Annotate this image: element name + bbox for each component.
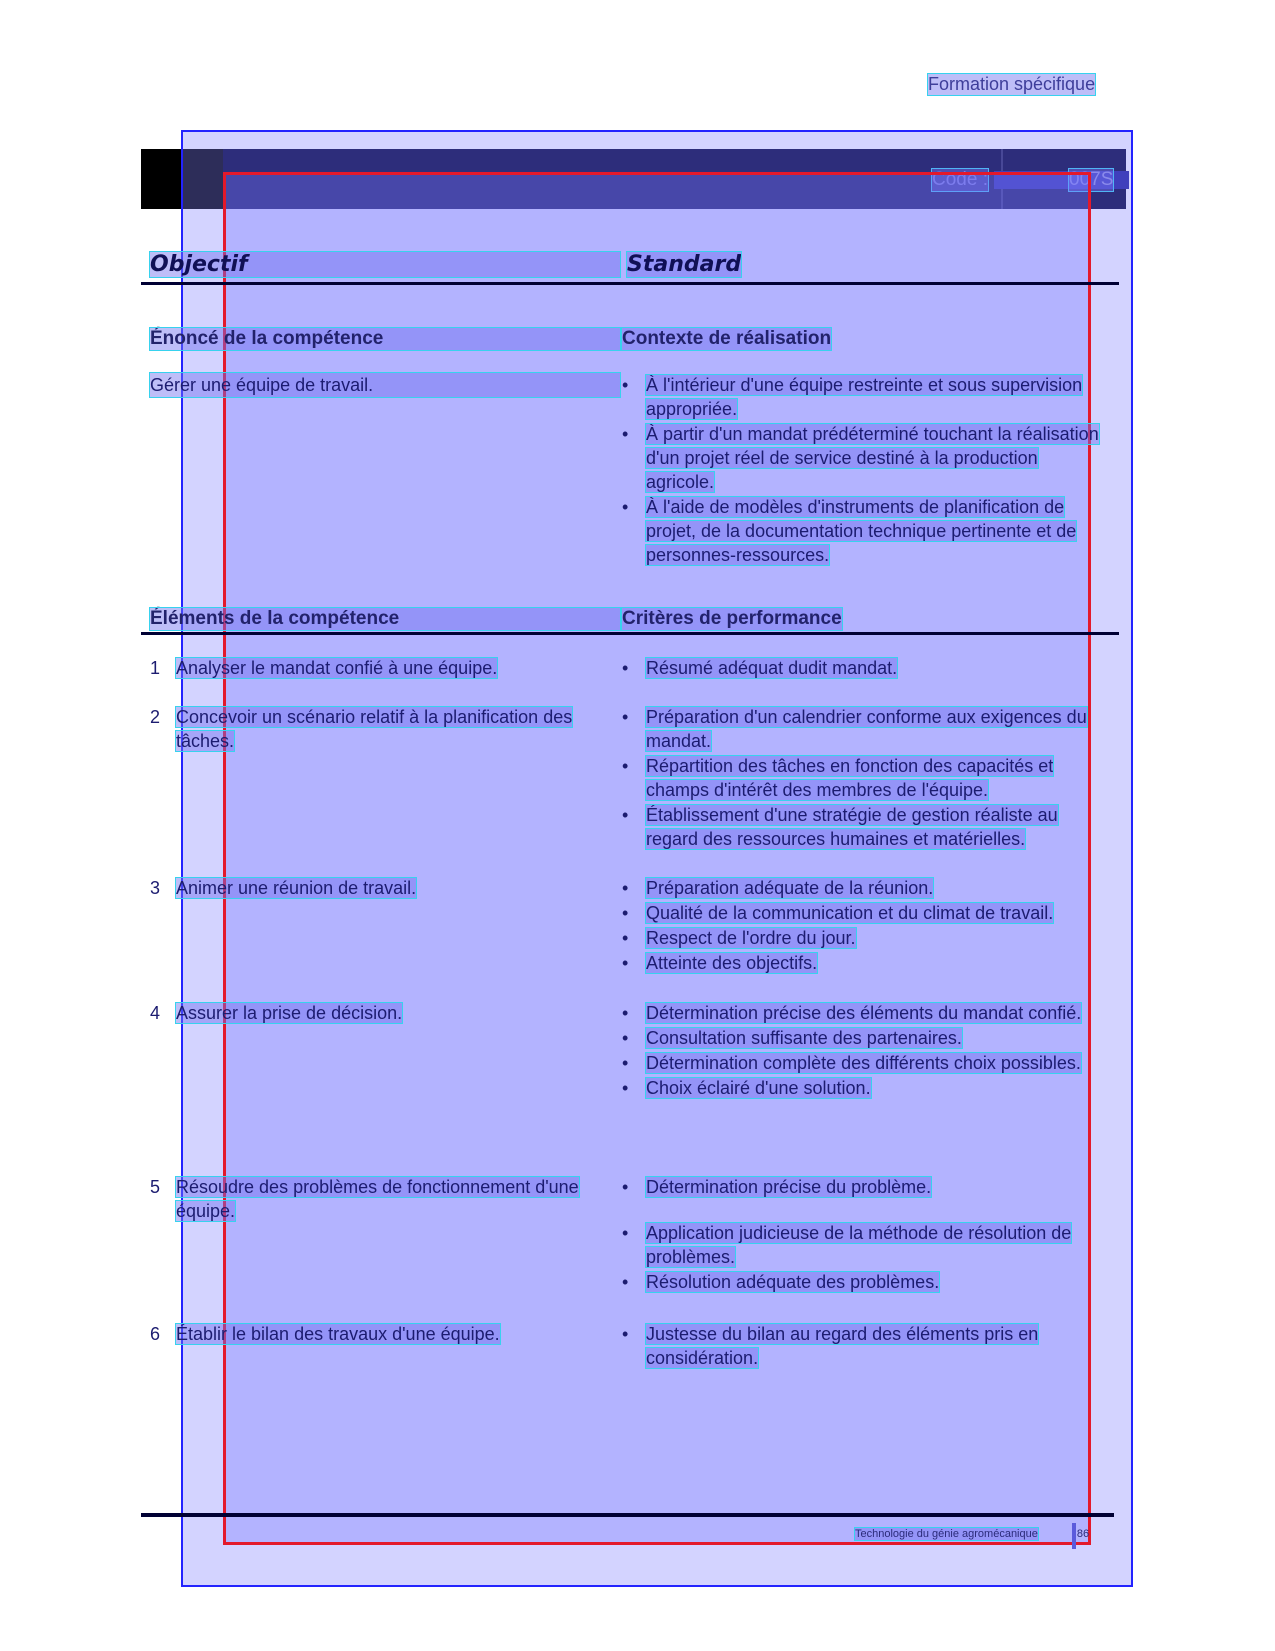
element-text: Résoudre des problèmes de fonctionnement d'une équipe. [176, 1177, 579, 1221]
criteria-item: • Choix éclairé d'une solution. [622, 1078, 871, 1098]
title-standard: Standard [627, 252, 742, 277]
contexte-item: • À l'intérieur d'une équipe restreinte et sous supervision appropriée. [622, 375, 1083, 419]
criteria-item: • Qualité de la communication et du climat de travail. [622, 903, 1054, 923]
criteria-item: • Préparation d'un calendrier conforme aux exigences du mandat. [622, 707, 1087, 751]
bullet-icon: • [622, 375, 629, 395]
criteria-item: • Répartition des tâches en fonction des capacités et champs d'intérêt des membres de l'équipe. [622, 756, 1054, 800]
criteria-list-6 [622, 1322, 1102, 1371]
bullet-icon: • [622, 497, 629, 517]
element-text: Assurer la prise de décision. [176, 1003, 403, 1023]
criteria-heading: Critères de performance [622, 608, 842, 629]
element-number: 1 [150, 658, 161, 678]
bullet-icon: • [622, 658, 629, 678]
bullet-icon: • [622, 1223, 629, 1243]
element-text: Animer une réunion de travail. [176, 878, 417, 898]
bullet-icon: • [622, 424, 629, 444]
criteria-list-3 [622, 876, 1102, 976]
criteria-list-1 [622, 656, 1102, 681]
header-label: Formation spécifique [928, 74, 1096, 94]
page-number: 86 [1076, 1528, 1090, 1540]
criteria-list-5 [622, 1175, 1102, 1295]
element-item-6 [150, 1322, 620, 1346]
bullet-icon: • [622, 805, 629, 825]
bullet-icon: • [622, 1272, 629, 1292]
criteria-list-4 [622, 1001, 1092, 1101]
criteria-item: • Détermination précise des éléments du mandat confié. [622, 1003, 1082, 1023]
page-marker [1072, 1523, 1076, 1549]
element-item-4 [150, 1001, 620, 1025]
bullet-icon: • [622, 953, 629, 973]
criteria-item: • Justesse du bilan au regard des éléments pris en considération. [622, 1324, 1039, 1368]
criteria-item: • Résumé adéquat dudit mandat. [622, 658, 898, 678]
elements-heading: Éléments de la compétence [150, 608, 620, 630]
elements-rule [141, 632, 1119, 635]
contexte-heading: Contexte de réalisation [622, 328, 832, 349]
criteria-item: • Consultation suffisante des partenaires. [622, 1028, 962, 1048]
bullet-icon: • [622, 1028, 629, 1048]
bullet-icon: • [622, 1177, 629, 1197]
bullet-icon: • [622, 903, 629, 923]
criteria-item: • Respect de l'ordre du jour. [622, 928, 856, 948]
criteria-item: • Application judicieuse de la méthode de résolution de problèmes. [622, 1223, 1072, 1267]
element-item-2 [150, 705, 590, 753]
contexte-item: • À l'aide de modèles d'instruments de planification de projet, de la documentation technique pertinente et de personnes-ressources. [622, 497, 1077, 565]
element-text: Concevoir un scénario relatif à la planification des tâches. [176, 707, 573, 751]
bullet-icon: • [622, 928, 629, 948]
criteria-item: • Préparation adéquate de la réunion. [622, 878, 934, 898]
bullet-icon: • [622, 1078, 629, 1098]
element-item-3 [150, 876, 620, 900]
bullet-icon: • [622, 707, 629, 727]
criteria-item: • Détermination précise du problème. [622, 1177, 932, 1197]
bullet-icon: • [622, 1053, 629, 1073]
element-number: 4 [150, 1003, 161, 1023]
code-label: Code : [932, 169, 988, 190]
title-objectif: Objectif [150, 252, 620, 277]
bullet-icon: • [622, 756, 629, 776]
bullet-icon: • [622, 1003, 629, 1023]
criteria-item: • Détermination complète des différents choix possibles. [622, 1053, 1081, 1073]
element-number: 5 [150, 1177, 161, 1197]
criteria-list-2 [622, 705, 1102, 852]
enonce-heading: Énoncé de la compétence [150, 328, 620, 350]
element-item-1 [150, 656, 620, 680]
element-text: Analyser le mandat confié à une équipe. [176, 658, 498, 678]
contexte-list [622, 373, 1102, 568]
enonce-text: Gérer une équipe de travail. [150, 373, 620, 397]
footer [855, 1528, 1089, 1540]
criteria-item: • Atteinte des objectifs. [622, 953, 818, 973]
element-number: 3 [150, 878, 161, 898]
code-value: 007S [1069, 169, 1114, 190]
footer-rule [141, 1513, 1114, 1517]
element-item-5 [150, 1175, 590, 1223]
footer-text: Technologie du génie agromécanique [855, 1528, 1038, 1540]
criteria-item: • Résolution adéquate des problèmes. [622, 1272, 940, 1292]
contexte-item: • À partir d'un mandat prédéterminé touchant la réalisation d'un projet réel de service destiné à la production agricole. [622, 424, 1099, 492]
title-rule [141, 282, 1119, 285]
bullet-icon: • [622, 1324, 629, 1344]
element-number: 2 [150, 707, 161, 727]
bullet-icon: • [622, 878, 629, 898]
element-text: Établir le bilan des travaux d'une équipe. [176, 1324, 500, 1344]
element-number: 6 [150, 1324, 161, 1344]
criteria-item: • Établissement d'une stratégie de gestion réaliste au regard des ressources humaines et matérielles. [622, 805, 1058, 849]
